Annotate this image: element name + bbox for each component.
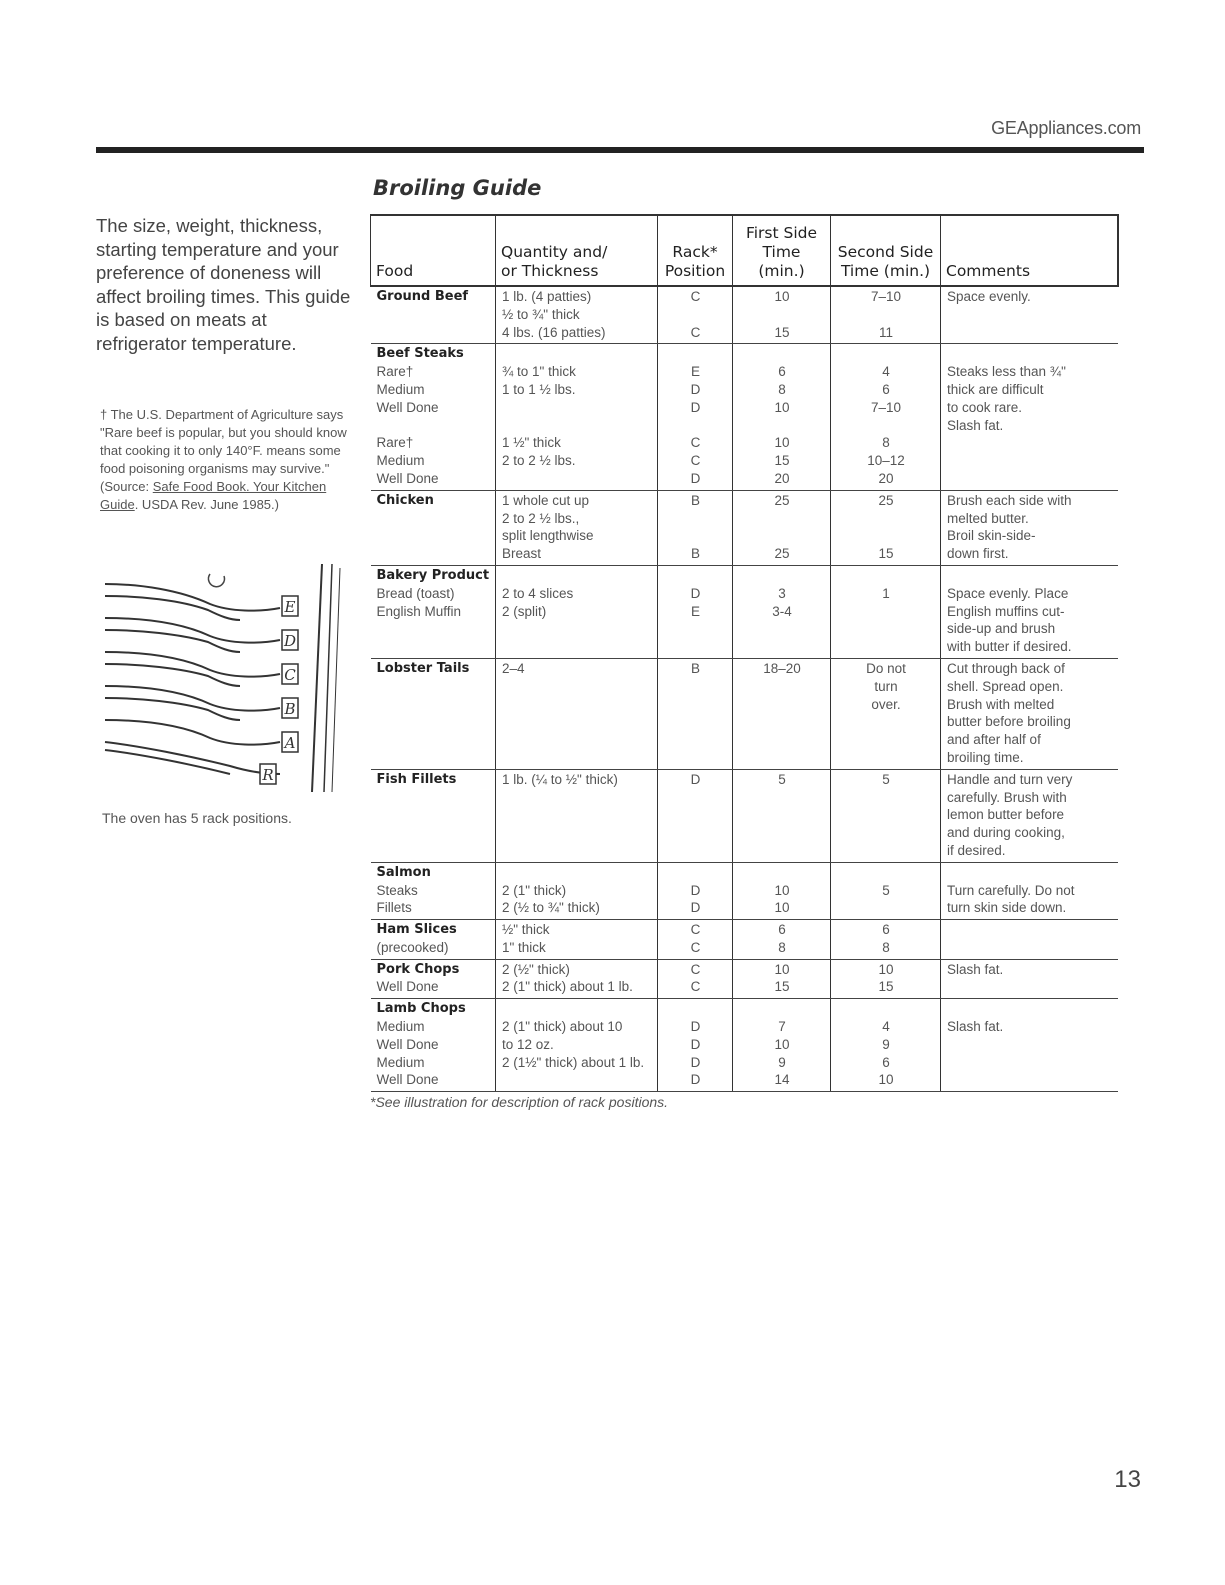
cell-line: Medium <box>376 1054 425 1070</box>
cell-line: C <box>690 324 701 340</box>
cell-line <box>739 527 825 545</box>
cell-line: Chicken <box>376 492 434 508</box>
cell-first-side <box>733 769 831 862</box>
cell-line: butter before broiling <box>947 714 1071 730</box>
cell-line <box>947 921 1113 939</box>
page-number: 13 <box>1114 1466 1141 1493</box>
cell-first-side <box>733 999 831 1092</box>
cell-second-side <box>831 920 941 960</box>
cell-line: melted butter. <box>947 510 1029 526</box>
cell-food <box>371 565 496 658</box>
cell-line: 2 to 2 ½ lbs. <box>502 453 576 469</box>
cell-rack <box>658 999 733 1092</box>
cell-line <box>837 527 935 545</box>
cell-line: E <box>690 603 700 619</box>
cell-food <box>371 769 496 862</box>
cell-food <box>371 286 496 344</box>
cell-line: 2 to 4 slices <box>502 585 574 601</box>
cell-line: over. <box>871 696 901 712</box>
cell-line: 4 lbs. (16 patties) <box>502 324 606 340</box>
cell-first-side <box>733 565 831 658</box>
cell-rack <box>658 490 733 565</box>
cell-line: 2 (½ to ¾" thick) <box>502 900 600 916</box>
cell-line <box>837 345 935 363</box>
cell-first-side <box>733 658 831 769</box>
cell-line: 10 <box>774 882 790 898</box>
cell-quantity <box>496 565 658 658</box>
cell-line <box>502 417 652 435</box>
cell-line: 1 <box>882 585 890 601</box>
cell-line: ½" thick <box>502 922 550 938</box>
cell-comments <box>941 286 1118 344</box>
table-footnote: *See illustration for description of rack positions. <box>370 1094 669 1110</box>
cell-second-side <box>831 769 941 862</box>
cell-second-side <box>831 959 941 999</box>
cell-first-side <box>733 959 831 999</box>
cell-line: 6 <box>882 1054 890 1070</box>
cell-rack <box>658 920 733 960</box>
cell-line: Well Done <box>376 1072 439 1088</box>
table-row <box>371 862 1118 919</box>
cell-line <box>837 306 935 324</box>
cell-food <box>371 490 496 565</box>
cell-line: 6 <box>882 381 890 397</box>
rack-label-c: C <box>284 666 296 684</box>
footnote-text: † The U.S. Department of Agriculture says "Rare beef is popular, but you should know that cooking it to only 140°F. means some food poisoning organisms may survive." (Source: <box>100 407 347 494</box>
table-row <box>371 490 1118 565</box>
cell-line: broiling time. <box>947 749 1024 765</box>
cell-line: Cut through back of <box>947 660 1065 676</box>
cell-line: C <box>690 961 701 977</box>
rack-label-b: B <box>284 700 296 718</box>
cell-line: 4 <box>882 1019 890 1035</box>
table-row <box>371 286 1118 344</box>
cell-line: English Muffin <box>376 603 462 619</box>
cell-quantity <box>496 286 658 344</box>
cell-rack <box>658 344 733 490</box>
cell-rack <box>658 862 733 919</box>
cell-line: 1 whole cut up <box>502 492 590 508</box>
footnote-source: Safe Food Book. Your Kitchen Guide <box>100 479 327 512</box>
cell-line: Lamb Chops <box>376 1001 466 1017</box>
cell-second-side <box>831 862 941 919</box>
cell-line: Well Done <box>376 979 439 995</box>
cell-first-side <box>733 344 831 490</box>
cell-line: C <box>690 435 701 451</box>
cell-line: 1 ½" thick <box>502 435 561 451</box>
cell-second-side <box>831 344 941 490</box>
header-first-side: First Side Time (min.) <box>733 215 831 286</box>
cell-line: C <box>690 939 701 955</box>
cell-line: to 12 oz. <box>502 1036 554 1052</box>
cell-line: 25 <box>878 492 894 508</box>
cell-line: 2 (1½" thick) about 1 lb. <box>502 1054 645 1070</box>
cell-line: 10 <box>774 289 790 304</box>
cell-line: Slash fat. <box>947 1019 1004 1035</box>
cell-line: B <box>690 660 700 676</box>
cell-line: D <box>690 1054 701 1070</box>
cell-line: Slash fat. <box>947 961 1004 977</box>
cell-line: 10 <box>774 961 790 977</box>
cell-line <box>739 417 825 435</box>
cell-line: E <box>690 364 700 380</box>
cell-line: and after half of <box>947 732 1041 748</box>
cell-line: 2 (1" thick) about 10 <box>502 1019 623 1035</box>
cell-line: Brush each side with <box>947 492 1072 508</box>
cell-line: Fillets <box>376 900 412 916</box>
cell-line: 8 <box>778 381 786 397</box>
rack-label-a: A <box>284 734 296 752</box>
cell-line: 9 <box>778 1054 786 1070</box>
cell-line <box>947 864 1113 882</box>
cell-line: C <box>690 922 701 938</box>
cell-line <box>502 1000 652 1018</box>
cell-line: 25 <box>774 546 790 562</box>
cell-line <box>837 864 935 882</box>
cell-food <box>371 920 496 960</box>
cell-line: 2–4 <box>502 660 525 676</box>
intro-text: The size, weight, thickness, starting temperature and your preference of doneness will affect broiling times. This guide is based on meats at refrigerator temperature. <box>96 215 351 354</box>
footnote-text-end: . USDA Rev. June 1985.) <box>134 497 279 512</box>
cell-line: Space evenly. <box>947 289 1031 304</box>
cell-line: 3 <box>778 585 786 601</box>
cell-line <box>377 417 491 435</box>
table-row <box>371 344 1118 490</box>
rack-label-e: E <box>284 598 296 616</box>
cell-comments <box>941 490 1118 565</box>
cell-line <box>502 470 652 488</box>
cell-line <box>947 345 1113 363</box>
cell-comments <box>941 959 1118 999</box>
cell-line <box>739 306 825 324</box>
cell-line: Turn carefully. Do not <box>947 882 1075 898</box>
cell-line: lemon butter before <box>947 807 1065 823</box>
cell-line: 7–10 <box>870 289 902 304</box>
cell-line: Space evenly. Place <box>947 585 1069 601</box>
cell-line <box>837 567 935 585</box>
cell-line: Bakery Product <box>376 567 490 583</box>
cell-first-side <box>733 490 831 565</box>
cell-line: 9 <box>882 1036 890 1052</box>
cell-line: D <box>690 470 701 486</box>
cell-first-side <box>733 862 831 919</box>
cell-line <box>739 510 825 528</box>
usda-footnote <box>100 406 350 514</box>
cell-line: 18–20 <box>763 660 801 676</box>
cell-line: 15 <box>774 979 790 995</box>
cell-line: 10 <box>878 961 894 977</box>
cell-line: turn <box>874 678 898 694</box>
cell-line: 2 (½" thick) <box>502 961 570 977</box>
cell-line: 10 <box>774 435 790 451</box>
cell-line: D <box>690 882 701 898</box>
cell-line: Slash fat. <box>947 417 1004 433</box>
cell-line <box>739 345 825 363</box>
cell-comments <box>941 769 1118 862</box>
cell-line: D <box>690 900 701 916</box>
page-title: Broiling Guide <box>373 176 542 200</box>
cell-line: Rare† <box>376 364 414 380</box>
cell-food <box>371 862 496 919</box>
cell-line: 6 <box>778 364 786 380</box>
cell-food <box>371 344 496 490</box>
cell-second-side <box>831 658 941 769</box>
cell-line: with butter if desired. <box>947 639 1072 655</box>
cell-line: shell. Spread open. <box>947 678 1064 694</box>
cell-line: 1" thick <box>502 939 546 955</box>
cell-line: 4 <box>882 364 890 380</box>
cell-line: Pork Chops <box>376 961 460 977</box>
cell-line: 3-4 <box>772 603 792 619</box>
cell-quantity <box>496 769 658 862</box>
cell-line: Beef Steaks <box>376 346 464 362</box>
cell-line: Fish Fillets <box>376 771 457 787</box>
cell-comments <box>941 920 1118 960</box>
cell-line: 6 <box>778 922 786 938</box>
cell-line: if desired. <box>947 842 1006 858</box>
cell-quantity <box>496 658 658 769</box>
cell-line: Medium <box>376 381 425 397</box>
table-row <box>371 658 1118 769</box>
header-food: Food <box>371 215 496 286</box>
table-row <box>371 920 1118 960</box>
cell-line <box>664 345 727 363</box>
cell-line: ¾ to 1" thick <box>502 364 576 380</box>
cell-line <box>947 567 1113 585</box>
cell-line: Medium <box>376 1019 425 1035</box>
cell-rack <box>658 959 733 999</box>
cell-line: 1 to 1 ½ lbs. <box>502 381 576 397</box>
cell-line: D <box>690 1072 701 1088</box>
cell-comments <box>941 999 1118 1092</box>
cell-line: Rare† <box>376 435 414 451</box>
cell-line: Broil skin-side- <box>947 528 1036 544</box>
cell-quantity <box>496 862 658 919</box>
table-row <box>371 999 1118 1092</box>
cell-second-side <box>831 999 941 1092</box>
cell-line: D <box>690 381 701 397</box>
cell-line <box>664 510 727 528</box>
rack-label-r: R <box>262 766 274 784</box>
cell-line: 10–12 <box>867 453 905 469</box>
cell-line: 10 <box>774 1036 790 1052</box>
cell-line: C <box>690 979 701 995</box>
cell-line: 10 <box>774 399 790 415</box>
cell-first-side <box>733 286 831 344</box>
illustration-caption: The oven has 5 rack positions. <box>102 810 292 826</box>
cell-line <box>837 1000 935 1018</box>
cell-line: D <box>690 399 701 415</box>
cell-line: split lengthwise <box>502 528 594 544</box>
header-comments: Comments <box>941 215 1118 286</box>
cell-line: side-up and brush <box>947 621 1056 637</box>
cell-rack <box>658 286 733 344</box>
cell-line: carefully. Brush with <box>947 789 1067 805</box>
cell-food <box>371 959 496 999</box>
cell-line <box>502 567 652 585</box>
cell-line: Steaks <box>376 882 418 898</box>
cell-line: 14 <box>774 1072 790 1088</box>
cell-line: Breast <box>502 546 542 562</box>
oven-rack-positions-icon <box>100 560 350 810</box>
cell-line: ½ to ¾" thick <box>502 306 580 322</box>
site-url: GEAppliances.com <box>991 118 1141 138</box>
cell-second-side <box>831 565 941 658</box>
cell-line <box>739 567 825 585</box>
broiling-guide-table <box>370 214 1119 1092</box>
cell-line: Lobster Tails <box>376 660 470 676</box>
cell-line: 11 <box>878 324 893 340</box>
cell-food <box>371 658 496 769</box>
cell-line: Bread (toast) <box>376 585 455 601</box>
cell-line: 20 <box>774 470 790 486</box>
cell-line: 1 lb. (¼ to ½" thick) <box>502 771 618 787</box>
cell-line <box>664 1000 727 1018</box>
table-header-row <box>371 215 1118 286</box>
cell-line: D <box>690 771 701 787</box>
cell-line: turn skin side down. <box>947 900 1067 916</box>
cell-line <box>502 864 652 882</box>
cell-line: and during cooking, <box>947 825 1065 841</box>
cell-line: 20 <box>878 470 894 486</box>
cell-line: 5 <box>882 771 890 787</box>
cell-rack <box>658 658 733 769</box>
cell-line <box>664 417 727 435</box>
cell-line: 10 <box>774 900 790 916</box>
cell-quantity <box>496 344 658 490</box>
cell-line: Well Done <box>376 399 439 415</box>
cell-line: 15 <box>774 453 790 469</box>
table-row <box>371 769 1118 862</box>
cell-line: C <box>690 289 701 304</box>
cell-line: 8 <box>882 939 890 955</box>
cell-line <box>739 1000 825 1018</box>
cell-quantity <box>496 959 658 999</box>
table-row <box>371 959 1118 999</box>
table-row <box>371 565 1118 658</box>
cell-line: thick are difficult <box>947 381 1044 397</box>
cell-line: to cook rare. <box>947 399 1023 415</box>
cell-line <box>947 1000 1113 1018</box>
cell-line: 25 <box>774 492 790 508</box>
cell-line <box>837 603 935 621</box>
cell-line: down first. <box>947 546 1009 562</box>
cell-quantity <box>496 920 658 960</box>
cell-line <box>664 567 727 585</box>
cell-line: Brush with melted <box>947 696 1055 712</box>
cell-line: Ground Beef <box>376 289 469 304</box>
cell-line: 10 <box>878 1072 894 1088</box>
header-quantity: Quantity and/ or Thickness <box>496 215 658 286</box>
cell-line: 5 <box>882 882 890 898</box>
cell-line: 8 <box>882 435 890 451</box>
cell-line: 1 lb. (4 patties) <box>502 289 592 304</box>
cell-line: 15 <box>878 546 894 562</box>
cell-line: 8 <box>778 939 786 955</box>
cell-line: English muffins cut- <box>947 603 1065 619</box>
cell-line <box>837 899 935 917</box>
cell-line: Well Done <box>376 1036 439 1052</box>
cell-quantity <box>496 490 658 565</box>
cell-line: D <box>690 585 701 601</box>
cell-line <box>502 345 652 363</box>
rack-label-d: D <box>283 632 297 650</box>
cell-line: B <box>690 546 700 562</box>
cell-comments <box>941 862 1118 919</box>
cell-line: 2 (1" thick) <box>502 882 567 898</box>
cell-line: 15 <box>878 979 894 995</box>
cell-line: B <box>690 492 700 508</box>
cell-line <box>664 306 727 324</box>
cell-line: 15 <box>774 324 790 340</box>
cell-line <box>502 1071 652 1089</box>
cell-line: 2 (1" thick) about 1 lb. <box>502 979 633 995</box>
cell-second-side <box>831 286 941 344</box>
cell-line <box>837 417 935 435</box>
cell-line: Medium <box>376 453 425 469</box>
cell-line: Salmon <box>376 864 431 880</box>
cell-line: Do not <box>866 660 906 676</box>
header-rule <box>96 147 1144 153</box>
cell-food <box>371 999 496 1092</box>
cell-line <box>502 399 652 417</box>
header-second-side: Second Side Time (min.) <box>831 215 941 286</box>
cell-line <box>837 510 935 528</box>
header-rack: Rack* Position <box>658 215 733 286</box>
cell-line <box>664 527 727 545</box>
cell-line: C <box>690 453 701 469</box>
cell-line: 7 <box>778 1019 786 1035</box>
cell-comments <box>941 565 1118 658</box>
cell-rack <box>658 769 733 862</box>
cell-line: 2 to 2 ½ lbs., <box>502 510 580 526</box>
cell-line: 5 <box>778 771 786 787</box>
cell-line <box>739 864 825 882</box>
cell-line <box>664 864 727 882</box>
cell-line: D <box>690 1019 701 1035</box>
cell-comments <box>941 658 1118 769</box>
cell-rack <box>658 565 733 658</box>
cell-line: D <box>690 1036 701 1052</box>
cell-comments <box>941 344 1118 490</box>
cell-second-side <box>831 490 941 565</box>
cell-line: (precooked) <box>376 939 449 955</box>
cell-line: Well Done <box>376 470 439 486</box>
cell-line: 2 (split) <box>502 603 547 619</box>
cell-line: 6 <box>882 922 890 938</box>
cell-quantity <box>496 999 658 1092</box>
cell-line: Ham Slices <box>376 922 457 938</box>
cell-line: Steaks less than ¾" <box>947 364 1066 380</box>
cell-line: 7–10 <box>870 399 902 415</box>
cell-first-side <box>733 920 831 960</box>
cell-line: Handle and turn very <box>947 771 1073 787</box>
